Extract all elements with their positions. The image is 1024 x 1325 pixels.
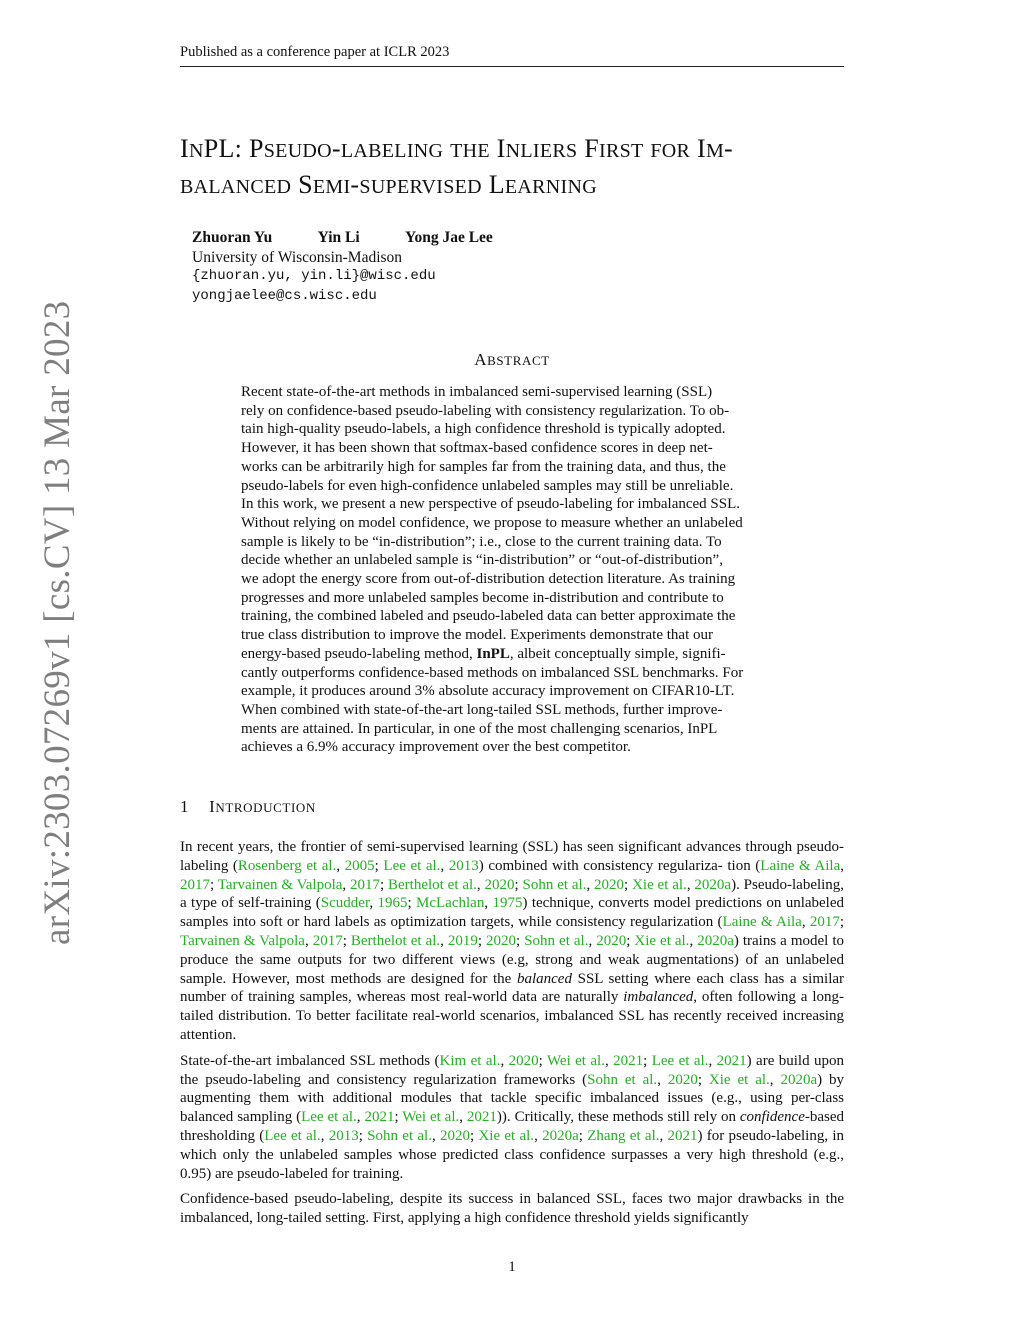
citation-link[interactable]: Xie et al. [478, 1127, 535, 1144]
paragraph-text: ; [516, 932, 525, 949]
citation-link[interactable]: Xie et al. [708, 1071, 770, 1088]
citation-link[interactable]: 2017 [809, 914, 840, 931]
paragraph-text: ; [624, 876, 633, 893]
citation-link[interactable]: Wei et al. [546, 1052, 605, 1069]
abstract-line: example, it produces around 3% absolute accuracy improvement on CIFAR10-LT. [241, 683, 735, 700]
introduction-body [180, 838, 844, 1235]
title-line-2: BALANCED SEMI-SUPERVISED LEARNING [180, 170, 597, 199]
author-email: yongjaelee@cs.wisc.edu [192, 287, 377, 304]
abstract-heading: ABSTRACT [474, 350, 550, 369]
paragraph-text: , [657, 1071, 668, 1088]
running-header: Published as a conference paper at ICLR 2023 [180, 44, 844, 67]
paragraph-text: , [459, 1109, 467, 1126]
paragraph-text: ; [210, 876, 218, 893]
citation-link[interactable]: Xie et al. [634, 932, 690, 949]
paragraph-text: , [588, 932, 597, 949]
paragraph-text: , often following a long-tailed distribution. To better facilitate real-world scenarios, imbalanced SSL has recently received increasing attention. [180, 989, 844, 1043]
paragraph [180, 1052, 844, 1184]
citation-link[interactable]: 2020 [508, 1052, 539, 1069]
citation-link[interactable]: 2013 [328, 1127, 359, 1144]
title-line-1: INPL: PSEUDO-LABELING THE INLIERS FIRST FOR IM- [180, 134, 734, 163]
citation-link[interactable]: 2017 [312, 932, 343, 949]
paragraph-text: , [304, 932, 313, 949]
paragraph-text: , [586, 876, 595, 893]
abstract-body [241, 383, 784, 757]
citation-link[interactable]: Sohn et al. [367, 1127, 432, 1144]
citation-link[interactable]: Tarvainen & Valpola [217, 876, 343, 893]
paragraph-text: , [840, 857, 845, 874]
arxiv-stamp: arXiv:2303.07269v1 [cs.CV] 13 Mar 2023 [37, 300, 78, 945]
abstract-line: In this work, we present a new perspective of pseudo-labeling for imbalanced SSL. [241, 496, 741, 513]
abstract-line: cantly outperforms confidence-based methods on imbalanced SSL benchmarks. For [241, 664, 744, 681]
citation-link[interactable]: 2020 [596, 932, 627, 949]
paragraph-text: ; [358, 1127, 368, 1144]
paragraph-text: ) are build upon the pseudo-labeling and consistency regularization frameworks ( [180, 1052, 845, 1088]
paragraph-text: , [500, 1052, 509, 1069]
paragraph-text: ; [394, 1109, 403, 1126]
paragraph-text: ) technique, converts model predictions on unlabeled samples into soft or hard labels as optimization targets, while consistency regularization ( [180, 895, 845, 931]
citation-link[interactable]: 2020 [594, 876, 625, 893]
section-number: 1 [180, 797, 190, 816]
citation-link[interactable]: Lee et al. [301, 1109, 357, 1126]
author-name: Yin Li [317, 229, 360, 246]
citation-link[interactable]: Xie et al. [632, 876, 687, 893]
method-name: InPL [476, 645, 510, 662]
abstract-line: decide whether an unlabeled sample is “in-distribution” or “out-of-distribution”, [241, 552, 723, 569]
paragraph-text: , [336, 857, 345, 874]
paragraph-text: , [659, 1127, 668, 1144]
citation-link[interactable]: 2020 [484, 876, 515, 893]
citation-link[interactable]: 2020a [542, 1127, 579, 1144]
paragraph-text: State-of-the-art imbalanced SSL methods ( [180, 1052, 440, 1069]
abstract-line: achieves a 6.9% accuracy improvement over the best competitor. [241, 739, 631, 756]
citation-link[interactable]: 2020 [440, 1127, 470, 1144]
paragraph-text: ) by augmenting them with additional modules that tackle specific imbalanced issues (e.g., using per-class balanced sampling ( [180, 1071, 845, 1126]
citation-link[interactable]: 2017 [180, 876, 210, 893]
emphasized-term: imbalanced [623, 989, 694, 1006]
citation-link[interactable]: Wei et al. [402, 1109, 460, 1126]
paragraph-text: , [604, 1052, 614, 1069]
paragraph-text: )). Critically, these methods still rely on [496, 1109, 740, 1126]
paragraph-text: , [484, 895, 493, 912]
paragraph-text: ; [643, 1052, 652, 1069]
abstract-line: true class distribution to improve the model. Experiments demonstrate that our [241, 627, 713, 644]
citation-link[interactable]: 2021 [466, 1109, 497, 1126]
author-name: Yong Jae Lee [404, 229, 493, 246]
paragraph-text: ; [342, 932, 351, 949]
citation-link[interactable]: Sohn et al. [522, 876, 587, 893]
author-name: Zhuoran Yu [192, 229, 273, 246]
citation-link[interactable]: 2021 [613, 1052, 644, 1069]
citation-link[interactable]: Lee et al. [264, 1127, 321, 1144]
paragraph-text: , [534, 1127, 543, 1144]
abstract-text: energy-based pseudo-labeling method, [241, 645, 477, 662]
paragraph-text: , [801, 914, 810, 931]
paragraph-text: ; [407, 895, 417, 912]
citation-link[interactable]: 2020 [667, 1071, 698, 1088]
citation-link[interactable]: 2021 [667, 1127, 698, 1144]
paragraph-text: , [431, 1127, 440, 1144]
citation-link[interactable]: McLachlan [416, 895, 485, 912]
paragraph [180, 1190, 844, 1228]
citation-link[interactable]: Rosenberg et al. [237, 857, 337, 874]
citation-link[interactable]: 2021 [716, 1052, 747, 1069]
paragraph-text: In recent years, the frontier of semi-supervised learning (SSL) has seen significant advances through pseudo-labeling ( [180, 839, 844, 874]
author-block [192, 228, 535, 306]
abstract-line: Without relying on model confidence, we propose to measure whether an unlabeled [241, 514, 743, 531]
citation-link[interactable]: Berthelot et al. [388, 876, 477, 893]
paragraph-text: , [689, 932, 698, 949]
paragraph-text: , [440, 932, 448, 949]
citation-link[interactable]: Sohn et al. [587, 1071, 658, 1088]
abstract-line: training, the combined labeled and pseudo-labeled data can better approximate the [241, 608, 736, 625]
paragraph-text: Confidence-based pseudo-labeling, despite its success in balanced SSL, faces two major drawbacks in the imbalanced, long-tailed setting. First, applying a high confidence threshold yields significantly [180, 1191, 844, 1227]
abstract-line: ments are attained. In particular, in one of the most challenging scenarios, InPL [241, 720, 718, 737]
author-names [192, 228, 535, 248]
citation-link[interactable]: 2020 [486, 932, 517, 949]
abstract-line: pseudo-labels for even high-confidence unlabeled samples may still be unreliable. [241, 477, 734, 494]
citation-link[interactable]: Tarvainen & Valpola [180, 932, 305, 949]
paragraph-text: , [342, 876, 350, 893]
paragraph-text: ; [626, 932, 635, 949]
abstract-line: When combined with state-of-the-art long-tailed SSL methods, further improve- [241, 701, 723, 718]
abstract-line: works can be arbitrarily high for samples far from the training data, and thus, the [241, 458, 726, 475]
paragraph-text: , [320, 1127, 329, 1144]
citation-link[interactable]: 1975 [492, 895, 523, 912]
paragraph-text: ; [477, 932, 487, 949]
affiliation: University of Wisconsin-Madison [192, 248, 403, 266]
abstract-line: rely on confidence-based pseudo-labeling with consistency regularization. To ob- [241, 402, 730, 419]
paragraph-text: ) combined with consistency regulariza- tion ( [478, 857, 761, 874]
emphasized-term: confidence [739, 1109, 805, 1126]
paragraph-text: , [476, 876, 485, 893]
citation-link[interactable]: 2020a [694, 876, 732, 893]
citation-link[interactable]: 2020a [780, 1071, 818, 1088]
citation-link[interactable]: Kim et al. [439, 1052, 501, 1069]
abstract-line: progresses and more unlabeled samples become in-distribution and contribute to [241, 589, 724, 606]
citation-link[interactable]: Laine & Aila [760, 857, 841, 874]
paragraph-text: ; [697, 1071, 709, 1088]
paragraph-text: ) trains a model to produce the same outputs for two different views (e.g, strong and weak augmentations) of an unlabeled sample. However, most methods are designed for the [180, 932, 844, 987]
paragraph-text: , [356, 1109, 365, 1126]
paragraph-text: , [708, 1052, 717, 1069]
paragraph-text: ) for pseudo-labeling, in which only the unlabeled samples whose predicted class confidence surpasses a very high threshold (e.g., 0.95) are pseudo-labeled for training. [180, 1127, 845, 1182]
section-title: INTRODUCTION [209, 797, 316, 816]
citation-link[interactable]: Scudder [320, 895, 370, 912]
citation-link[interactable]: 1965 [377, 895, 408, 912]
author-email: {zhuoran.yu, yin.li}@wisc.edu [192, 268, 436, 284]
abstract-line: we adopt the energy score from out-of-distribution detection literature. As training [241, 571, 736, 588]
paragraph [180, 838, 844, 1045]
citation-link[interactable]: 2019 [447, 932, 478, 949]
paragraph-text: SSL setting where each class has a similar number of training samples, whereas most real-world data are naturally [180, 970, 845, 1006]
abstract-line: sample is likely to be “in-distribution”; i.e., close to the current training data. To [241, 533, 722, 550]
abstract-line: tain high-quality pseudo-labels, a high confidence threshold is typically adopted. [241, 421, 726, 438]
paper-title [180, 132, 860, 204]
citation-link[interactable]: 2005 [344, 857, 375, 874]
page-number: 1 [508, 1259, 516, 1275]
paragraph-text: ; [380, 876, 389, 893]
citation-link[interactable]: 2021 [364, 1109, 395, 1126]
paragraph-text: , [769, 1071, 781, 1088]
citation-link[interactable]: Lee et al. [383, 857, 441, 874]
abstract-line: Recent state-of-the-art methods in imbalanced semi-supervised learning (SSL) [241, 384, 713, 400]
paragraph-text: ; [538, 1052, 547, 1069]
paragraph-text: , [686, 876, 695, 893]
paragraph-text: ; [514, 876, 523, 893]
abstract-line: However, it has been shown that softmax-based confidence scores in deep net- [241, 440, 713, 457]
paragraph-text: , [369, 895, 378, 912]
paragraph-text: ; [374, 857, 384, 874]
citation-link[interactable]: Lee et al. [651, 1052, 709, 1069]
citation-link[interactable]: Zhang et al. [587, 1127, 660, 1144]
abstract-text: , albeit conceptually simple, signifi- [509, 645, 726, 662]
emphasized-term: balanced [516, 970, 572, 987]
section-heading [180, 797, 316, 817]
citation-link[interactable]: 2017 [350, 876, 380, 893]
paragraph-text: ; [578, 1127, 588, 1144]
paragraph-text: ; [470, 1127, 479, 1144]
abstract-line [241, 645, 784, 664]
paragraph-text: , [440, 857, 449, 874]
citation-link[interactable]: 2013 [448, 857, 479, 874]
citation-link[interactable]: 2020a [697, 932, 734, 949]
paragraph-text: ; [839, 914, 845, 931]
citation-link[interactable]: Laine & Aila [722, 914, 802, 931]
citation-link[interactable]: Berthelot et al. [350, 932, 441, 949]
paragraph-text: ). Pseudo-labeling, a type of self-training ( [180, 876, 845, 912]
citation-link[interactable]: Sohn et al. [524, 932, 589, 949]
paragraph-text: -based thresholding ( [180, 1109, 845, 1144]
